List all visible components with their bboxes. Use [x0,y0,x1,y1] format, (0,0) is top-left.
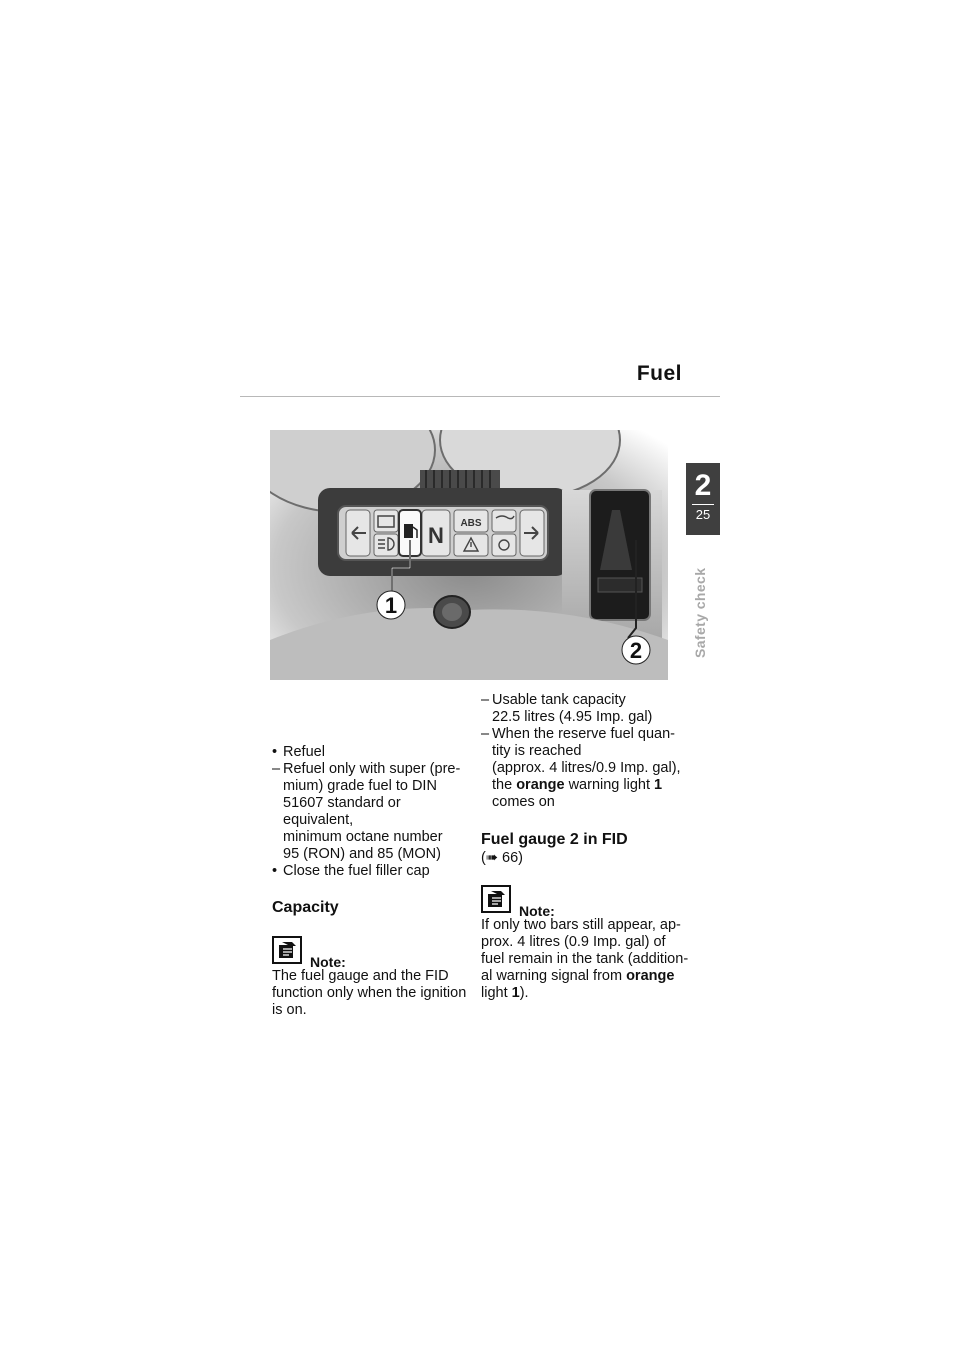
gauge-note-line-2: prox. 4 litres (0.9 Imp. gal) of [481,934,666,950]
reserve-line-1: When the reserve fuel quan- [492,726,675,742]
refuel-line-5: 95 (RON) and 85 (MON) [283,846,441,862]
refuel-line-2: mium) grade fuel to DIN [283,778,437,794]
gauge-note-header [481,885,691,917]
page-reference: (➠ 66) [481,850,523,866]
close-cap-step [272,863,472,880]
refuel-text: Refuel [283,744,325,760]
gauge-note-orange-word: orange [626,968,675,984]
bullet-icon: • [272,863,278,879]
note-line-2: function only when the ignition [272,985,467,1001]
bullet-icon: • [272,744,278,760]
dash-icon: – [272,761,281,777]
usable-capacity-item [481,692,691,726]
section-side-label: Safety check [692,567,708,658]
ignition-lock-icon [442,603,462,621]
reserve-item [481,726,691,811]
reserve-line-5: comes on [492,794,555,810]
usable-line-1: Usable tank capacity [492,692,626,708]
callout-2-label: 2 [629,638,643,663]
fog-light-indicator [492,534,516,556]
refuel-step [272,744,472,761]
header-rule [240,396,720,397]
dash-icon: – [481,692,490,708]
chapter-divider [692,504,714,505]
gauge-note-line-5-post: ). [519,985,529,1001]
reserve-line-3: (approx. 4 litres/0.9 Imp. gal), [492,760,681,776]
neutral-label: N [428,523,444,548]
reserve-line-4-post: warning light [568,777,650,793]
oil-pressure-light [492,510,516,532]
fuel-gauge-heading: Fuel gauge 2 in FID [481,831,628,848]
refuel-instruction [272,761,472,863]
note-icon [272,936,302,964]
chapter-number: 2 [694,469,712,502]
refuel-line-4: minimum octane number [283,829,443,845]
gauge-note-line-4-pre: al warning signal from [481,968,623,984]
capacity-note-body [272,968,472,1019]
note-label: Note: [310,954,346,970]
refuel-line-3: 51607 standard or equivalent, [283,795,401,828]
page-title: Fuel [636,362,682,385]
note-icon [481,885,511,913]
abs-label: ABS [460,518,482,529]
gauge-note-line-1: If only two bars still appear, ap- [481,917,681,933]
reserve-line-4-pre: the [492,777,513,793]
reserve-callout-ref: 1 [654,777,663,793]
note-line-3: is on. [272,1002,307,1018]
close-cap-text: Close the fuel filler cap [283,863,430,879]
usable-line-2: 22.5 litres (4.95 Imp. gal) [492,709,653,725]
reserve-orange-word: orange [516,777,565,793]
gauge-note-line-5-pre: light [481,985,508,1001]
gauge-note-callout-ref: 1 [511,985,520,1001]
reserve-line-2: tity is reached [492,743,582,759]
instrument-panel-photo [270,430,668,680]
page-number: 25 [695,507,711,522]
note-label: Note: [519,903,555,919]
gauge-note-line-3: fuel remain in the tank (addition- [481,951,689,967]
note-line-1: The fuel gauge and the FID [272,968,449,984]
capacity-heading: Capacity [272,899,339,916]
callout-1-label: 1 [384,593,398,618]
chapter-tab [686,463,720,535]
refuel-line-1: Refuel only with super (pre- [283,761,461,777]
gauge-note-body [481,917,691,1002]
capacity-note-header [272,936,472,968]
instrument-panel-illustration [270,430,668,680]
right-column [481,692,691,1002]
left-column [272,744,472,1019]
dash-icon: – [481,726,490,742]
